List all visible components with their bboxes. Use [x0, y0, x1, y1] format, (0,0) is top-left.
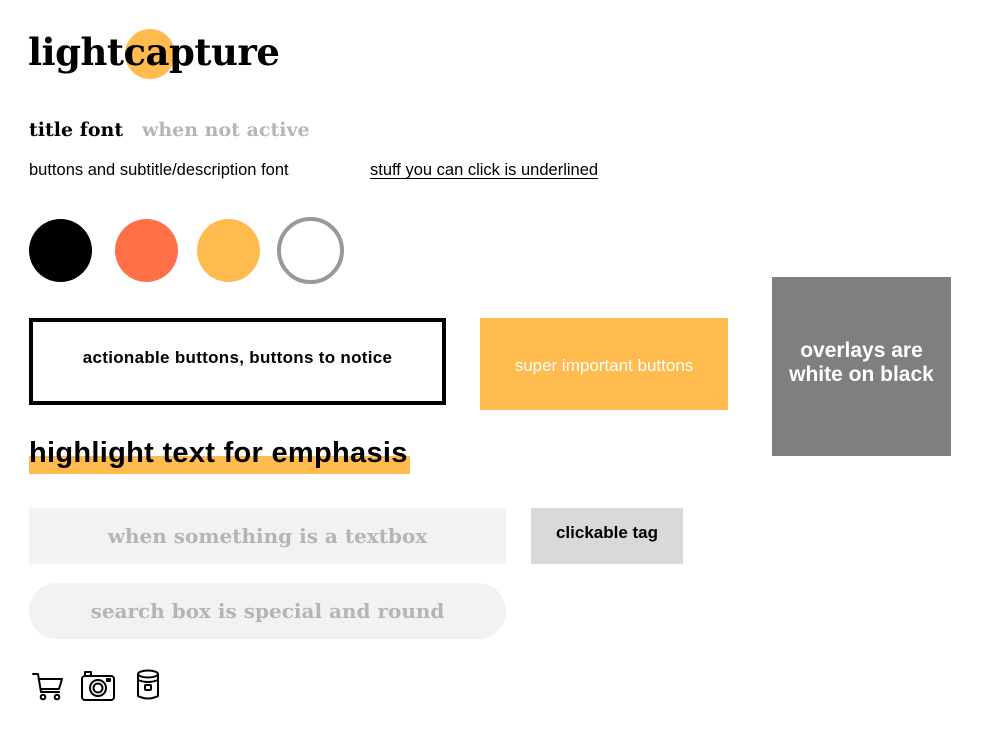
overlay-line-1: overlays are: [800, 339, 923, 362]
camera-icon[interactable]: [80, 668, 116, 704]
subtitle-font-sample: buttons and subtitle/description font: [29, 161, 289, 179]
color-swatch-orange: [115, 219, 178, 282]
clickable-tag[interactable]: clickable tag: [531, 508, 683, 564]
textbox-input[interactable]: [29, 508, 506, 564]
important-button[interactable]: super important buttons: [480, 318, 728, 410]
cart-icon[interactable]: [30, 668, 66, 704]
title-font-sample: title font: [29, 119, 124, 141]
inactive-font-sample: when not active: [142, 119, 310, 141]
lens-icon[interactable]: [131, 668, 167, 704]
search-input[interactable]: [29, 583, 506, 639]
color-swatch-yellow: [197, 219, 260, 282]
color-swatch-white: [277, 217, 344, 284]
clickable-link[interactable]: stuff you can click is underlined: [370, 161, 599, 179]
color-swatch-black: [29, 219, 92, 282]
logo: lightcapture: [28, 30, 280, 74]
overlay-line-2: white on black: [789, 363, 934, 386]
actionable-button[interactable]: actionable buttons, buttons to notice: [29, 318, 446, 405]
highlight-text: highlight text for emphasis: [29, 437, 408, 469]
overlay-sample: [772, 277, 951, 456]
